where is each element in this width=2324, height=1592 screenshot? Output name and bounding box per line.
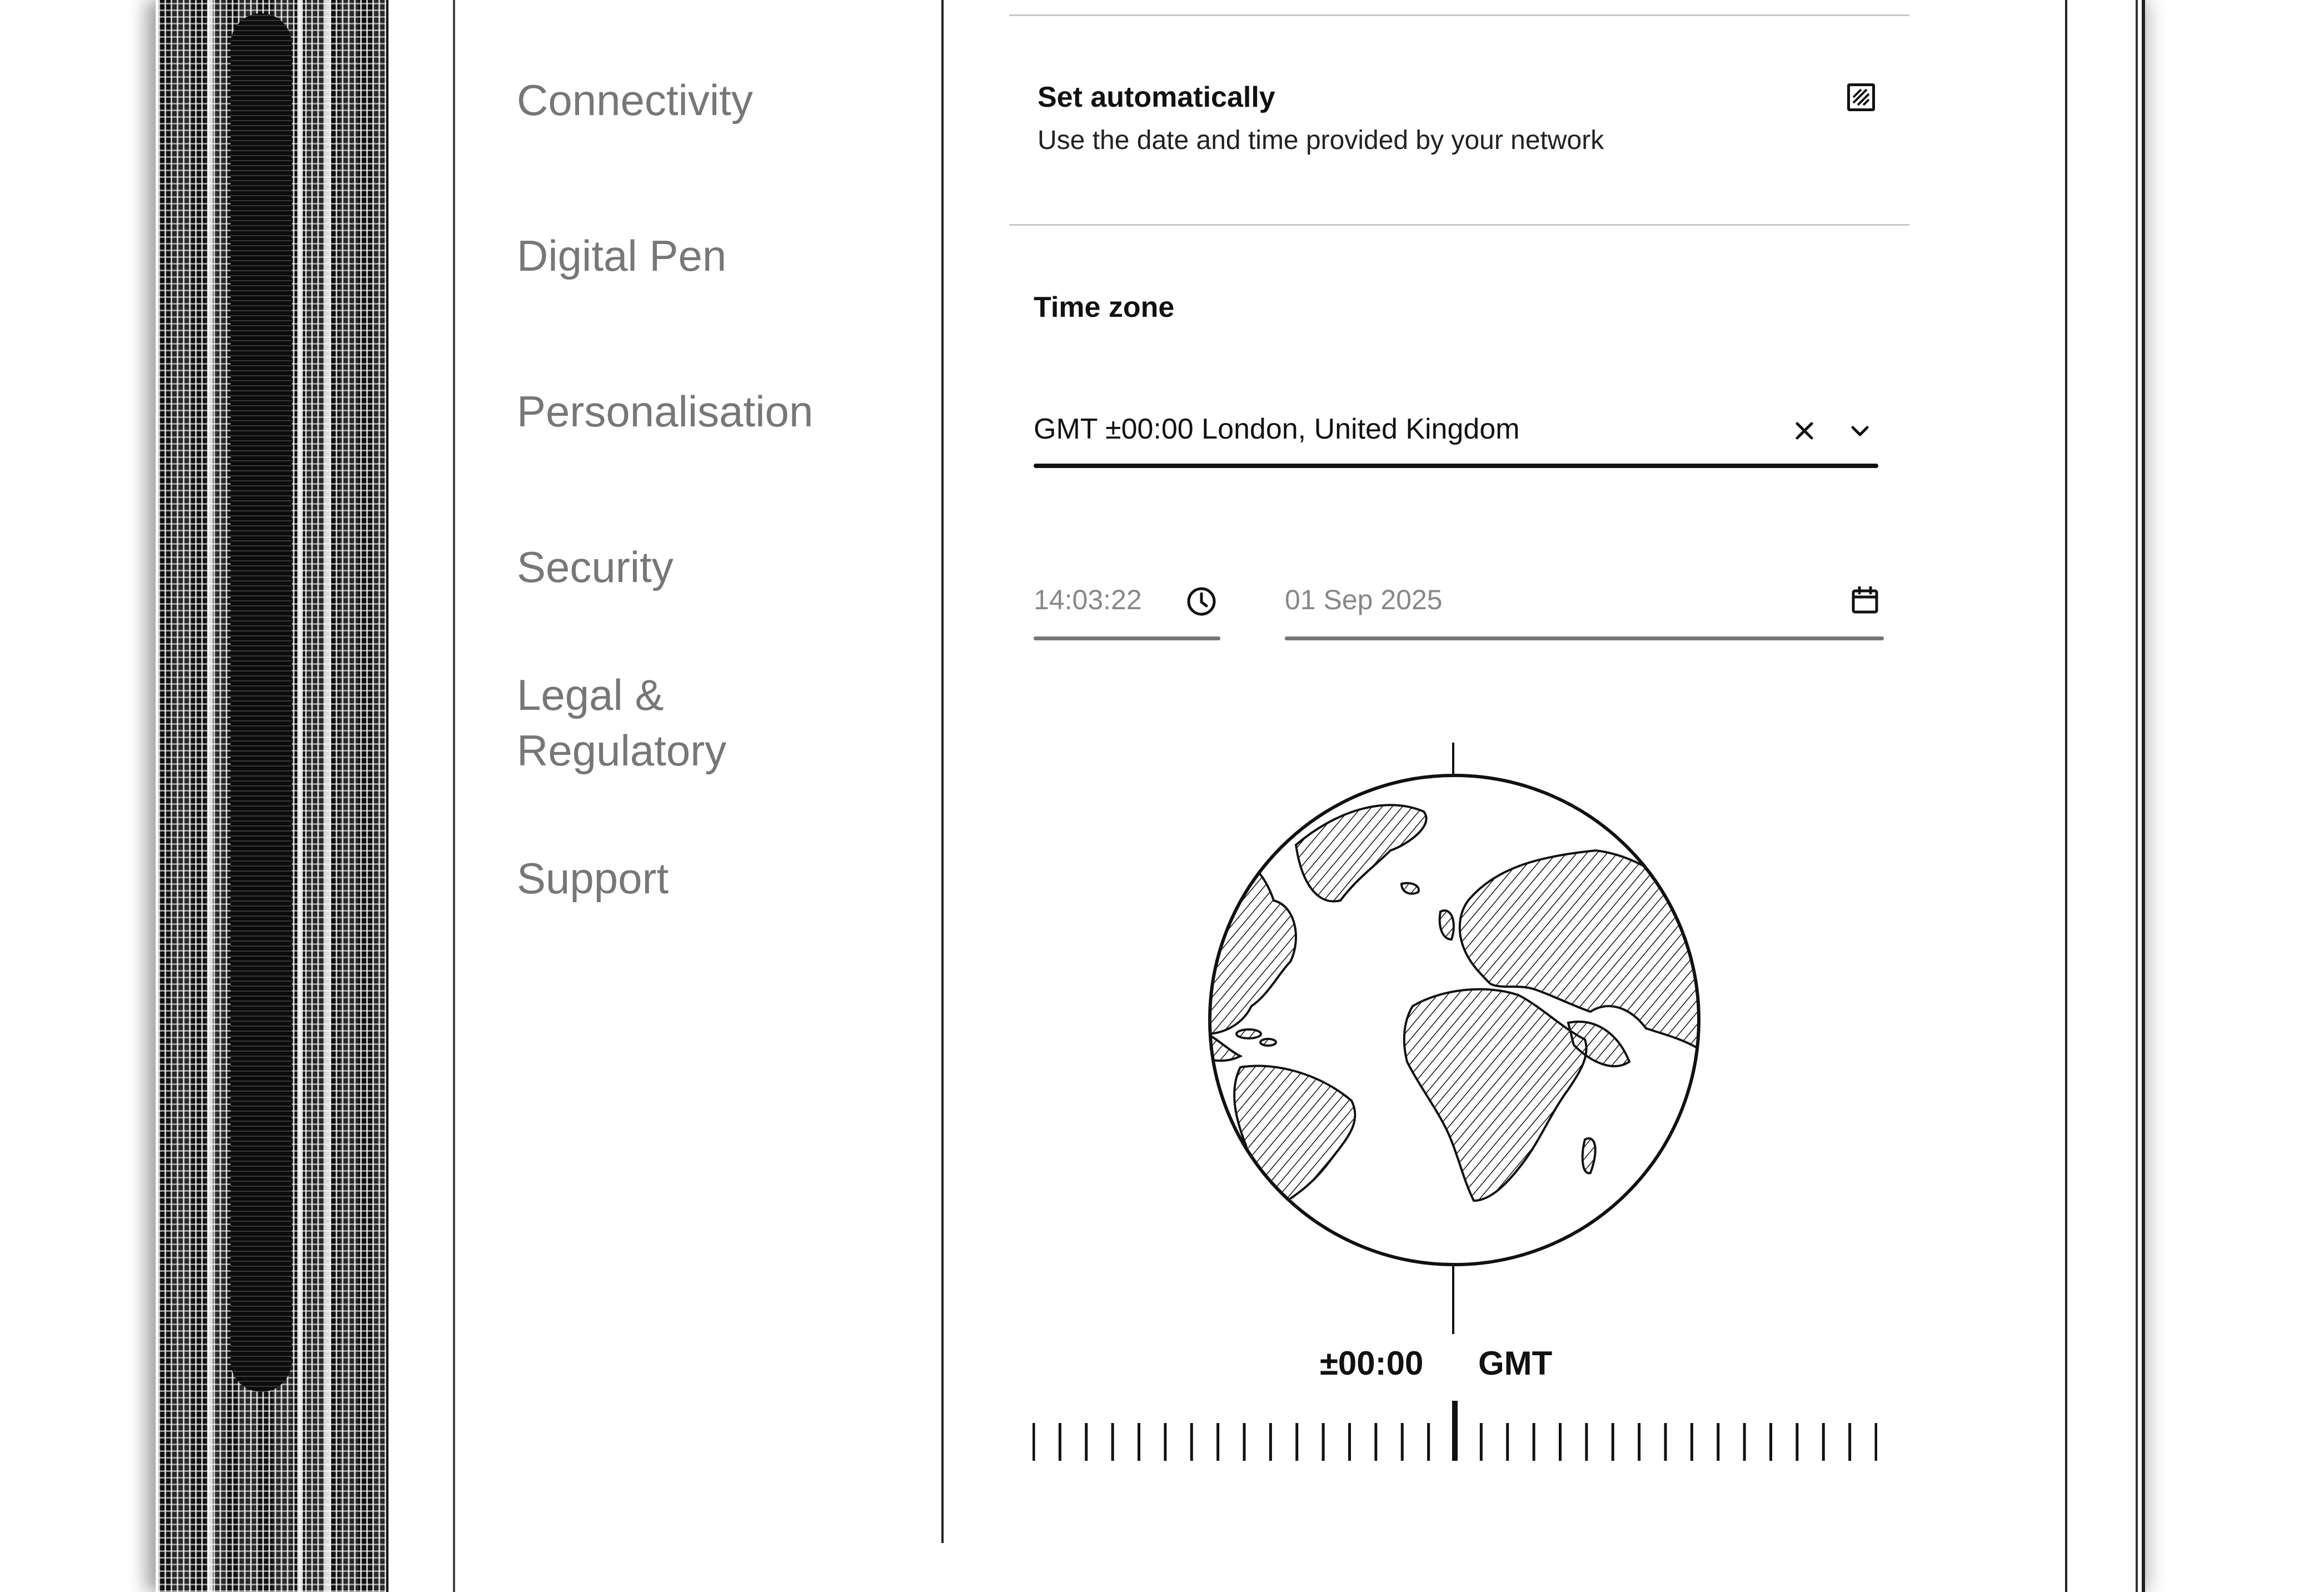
divider <box>1009 224 1909 226</box>
sidebar-item-label: Legal & <box>517 670 664 719</box>
sidebar-item-digital-pen[interactable]: Digital Pen <box>517 231 727 280</box>
close-icon[interactable] <box>1791 417 1818 445</box>
sidebar-divider <box>941 0 944 1543</box>
time-zone-label: Time zone <box>1034 291 1175 324</box>
offset-slider[interactable] <box>1033 1395 1877 1462</box>
sidebar-item-security[interactable]: Security <box>517 543 674 591</box>
checked-icon <box>1850 86 1872 108</box>
date-field[interactable] <box>1285 578 1884 640</box>
calendar-icon[interactable] <box>1848 584 1882 617</box>
set-automatically-title: Set automatically <box>1038 81 1275 113</box>
time-value: 14:03:22 <box>1034 584 1142 615</box>
clock-icon[interactable] <box>1185 585 1218 618</box>
date-value: 01 Sep 2025 <box>1285 584 1443 615</box>
utc-offset-label: ±00:00 <box>1320 1345 1424 1382</box>
time-field[interactable] <box>1034 578 1220 640</box>
sidebar-item-label: Regulatory <box>517 726 727 775</box>
pen-slot <box>231 13 292 1392</box>
globe-map[interactable] <box>1207 773 1702 1267</box>
set-automatically-checkbox[interactable] <box>1847 83 1875 111</box>
set-automatically-subtitle: Use the date and time provided by your network <box>1038 126 1604 155</box>
divider <box>1009 14 1909 16</box>
sidebar-item-connectivity[interactable]: Connectivity <box>517 76 753 125</box>
sidebar-item-support[interactable]: Support <box>517 854 669 903</box>
time-zone-code-label: GMT <box>1478 1345 1553 1382</box>
device-bezel-right <box>2063 0 2145 1592</box>
time-zone-select[interactable] <box>1034 406 1878 468</box>
sidebar-item-personalisation[interactable]: Personalisation <box>517 387 814 436</box>
chevron-down-icon[interactable] <box>1846 417 1874 445</box>
time-zone-value: GMT ±00:00 London, United Kingdom <box>1034 413 1520 445</box>
sidebar-item-legal-regulatory[interactable] <box>517 667 917 778</box>
